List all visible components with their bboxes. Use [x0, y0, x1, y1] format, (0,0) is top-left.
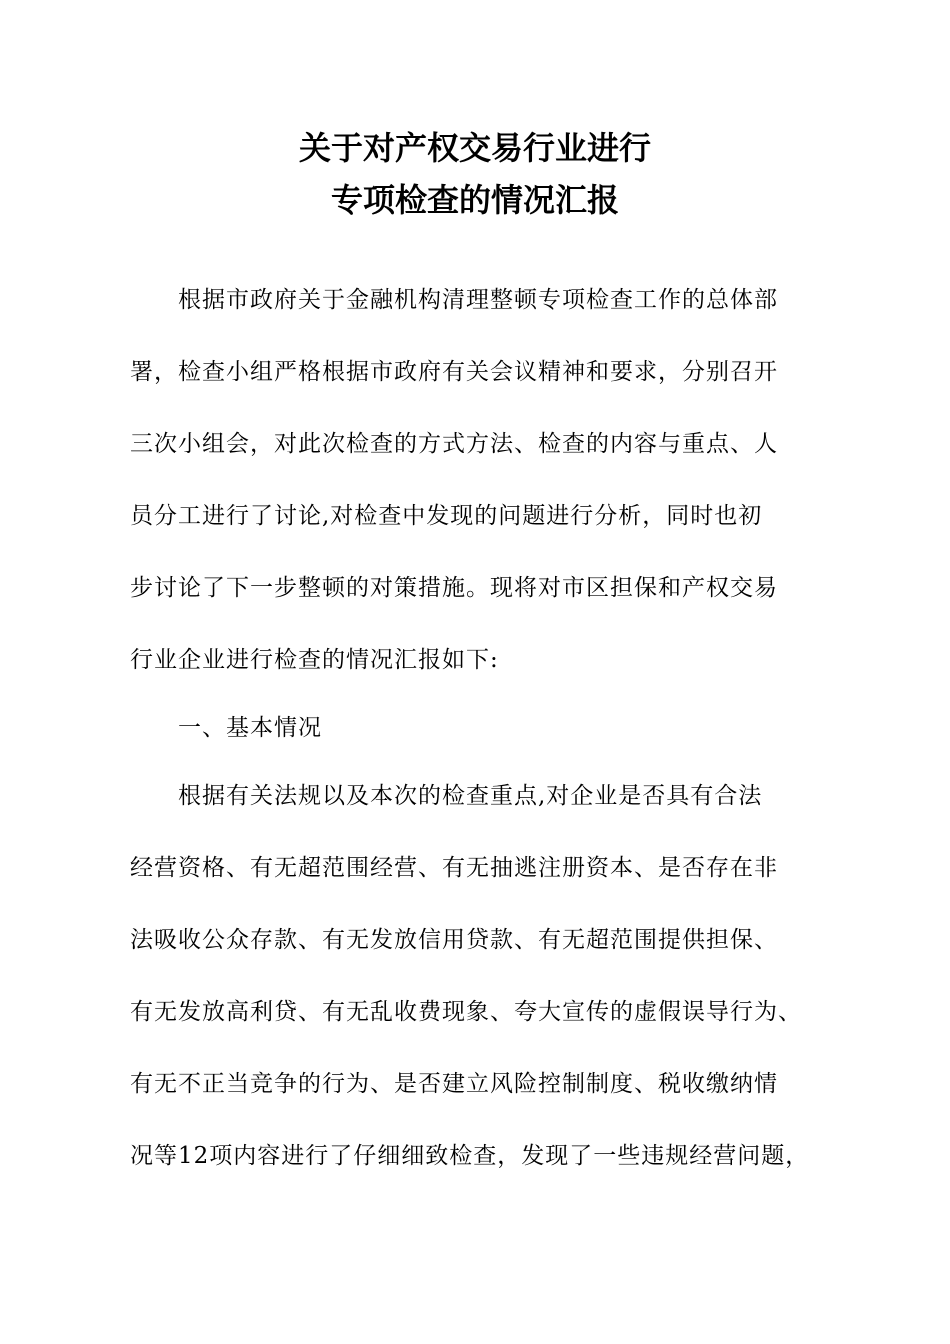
document-title-line-1: 关于对产权交易行业进行	[298, 129, 651, 167]
paragraph-line: 步讨论了下一步整顿的对策措施。现将对市区担保和产权交易	[130, 575, 778, 601]
paragraph-line: 有无不正当竞争的行为、是否建立风险控制制度、税收缴纳情	[130, 1071, 778, 1097]
paragraph-line: 署，检查小组严格根据市政府有关会议精神和要求，分别召开	[130, 359, 778, 385]
paragraph-line: 三次小组会，对此次检查的方式方法、检查的内容与重点、人	[130, 431, 778, 457]
paragraph-line: 经营资格、有无超范围经营、有无抽逃注册资本、是否存在非	[130, 855, 778, 881]
paragraph-line: 根据市政府关于金融机构清理整顿专项检查工作的总体部	[178, 287, 778, 313]
paragraph-line: 有无发放高利贷、有无乱收费现象、夸大宣传的虚假误导行为、	[130, 999, 802, 1025]
paragraph-line: 况等12项内容进行了仔细细致检查，发现了一些违规经营问题，	[130, 1143, 810, 1169]
paragraph-line: 法吸收公众存款、有无发放信用贷款、有无超范围提供担保、	[130, 927, 778, 953]
paragraph-line: 根据有关法规以及本次的检查重点,对企业是否具有合法	[178, 783, 763, 809]
document-title-line-2: 专项检查的情况汇报	[330, 181, 619, 219]
paragraph-line: 员分工进行了讨论,对检查中发现的问题进行分析，同时也初	[130, 503, 763, 529]
section-heading: 一、基本情况	[178, 715, 322, 741]
paragraph-line: 行业企业进行检查的情况汇报如下:	[130, 647, 499, 673]
